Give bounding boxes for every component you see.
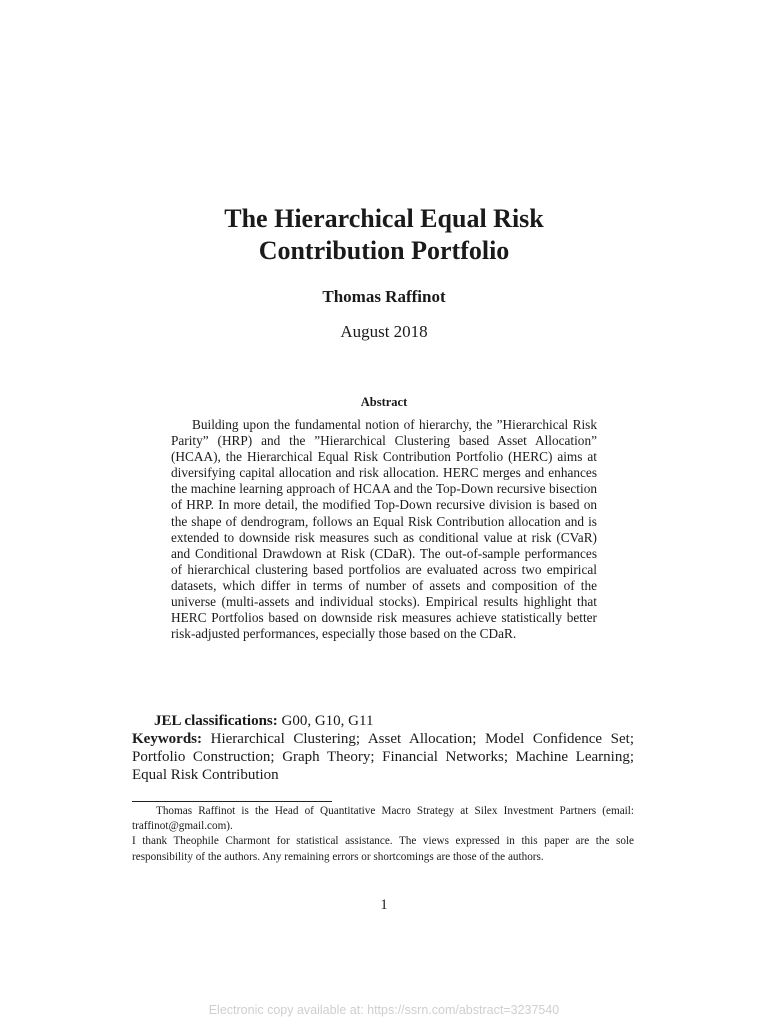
jel-codes: G00, G10, G11 [281, 713, 374, 729]
footnote [132, 804, 634, 865]
page-number: 1 [380, 897, 388, 913]
author-name: Thomas Raffinot [322, 287, 446, 306]
abstract-body: Building upon the fundamental notion of hierarchy, the ”Hierarchical Risk Parity” (HRP) and the ”Hierarchical Clustering based Asset Allocation” (HCAA), the Hierarchical Equal Risk Contribution Portfolio (HERC) aims at diversifying capital allocation and risk allocation. HERC merges and enhances the machine learning approach of HCAA and the Top-Down recursive bisection of HRP. In more detail, the modified Top-Down recursive division is based on the shape of dendrogram, follows an Equal Risk Contribution allocation and is extended to downside risk measures such as conditional value at risk (CVaR) and Conditional Drawdown at Risk (CDaR). The out-of-sample performances of hierarchical clustering based portfolios are evaluated across two empirical datasets, which differ in terms of number of assets and composition of the universe (multi-assets and individual stocks). Empirical results highlight that HERC Portfolios based on downside risk measures achieve statistically better risk-adjusted performances, especially those based on the CDaR. [171, 417, 597, 642]
publication-date: August 2018 [340, 322, 428, 341]
footnote-author-info: Thomas Raffinot is the Head of Quantitative Macro Strategy at Silex Investment Partners (email: traffinot@gmail.com). [132, 805, 634, 833]
keywords-list: Hierarchical Clustering; Asset Allocation; Model Confidence Set; Portfolio Construction; Graph Theory; Financial Networks; Machine Learning; Equal Risk Contribution [132, 731, 634, 783]
keywords [132, 730, 634, 784]
footnote-acknowledgement: I thank Theophile Charmont for statistical assistance. The views expressed in this paper are the sole responsibility of the authors. Any remaining errors or shortcomings are those of the authors. [132, 835, 634, 863]
ssrn-watermark: Electronic copy available at: https://ssrn.com/abstract=3237540 [208, 1003, 560, 1017]
paper-title [130, 203, 638, 267]
abstract-heading: Abstract [360, 395, 408, 409]
footnote-divider [132, 801, 332, 802]
keywords-label: Keywords: [132, 731, 202, 747]
jel-label: JEL classifications: [154, 713, 278, 729]
paper-title-line-1: The Hierarchical Equal Risk [224, 204, 544, 233]
paper-title-line-2: Contribution Portfolio [258, 236, 510, 265]
jel-classifications [132, 712, 634, 730]
classification-block [132, 712, 634, 784]
